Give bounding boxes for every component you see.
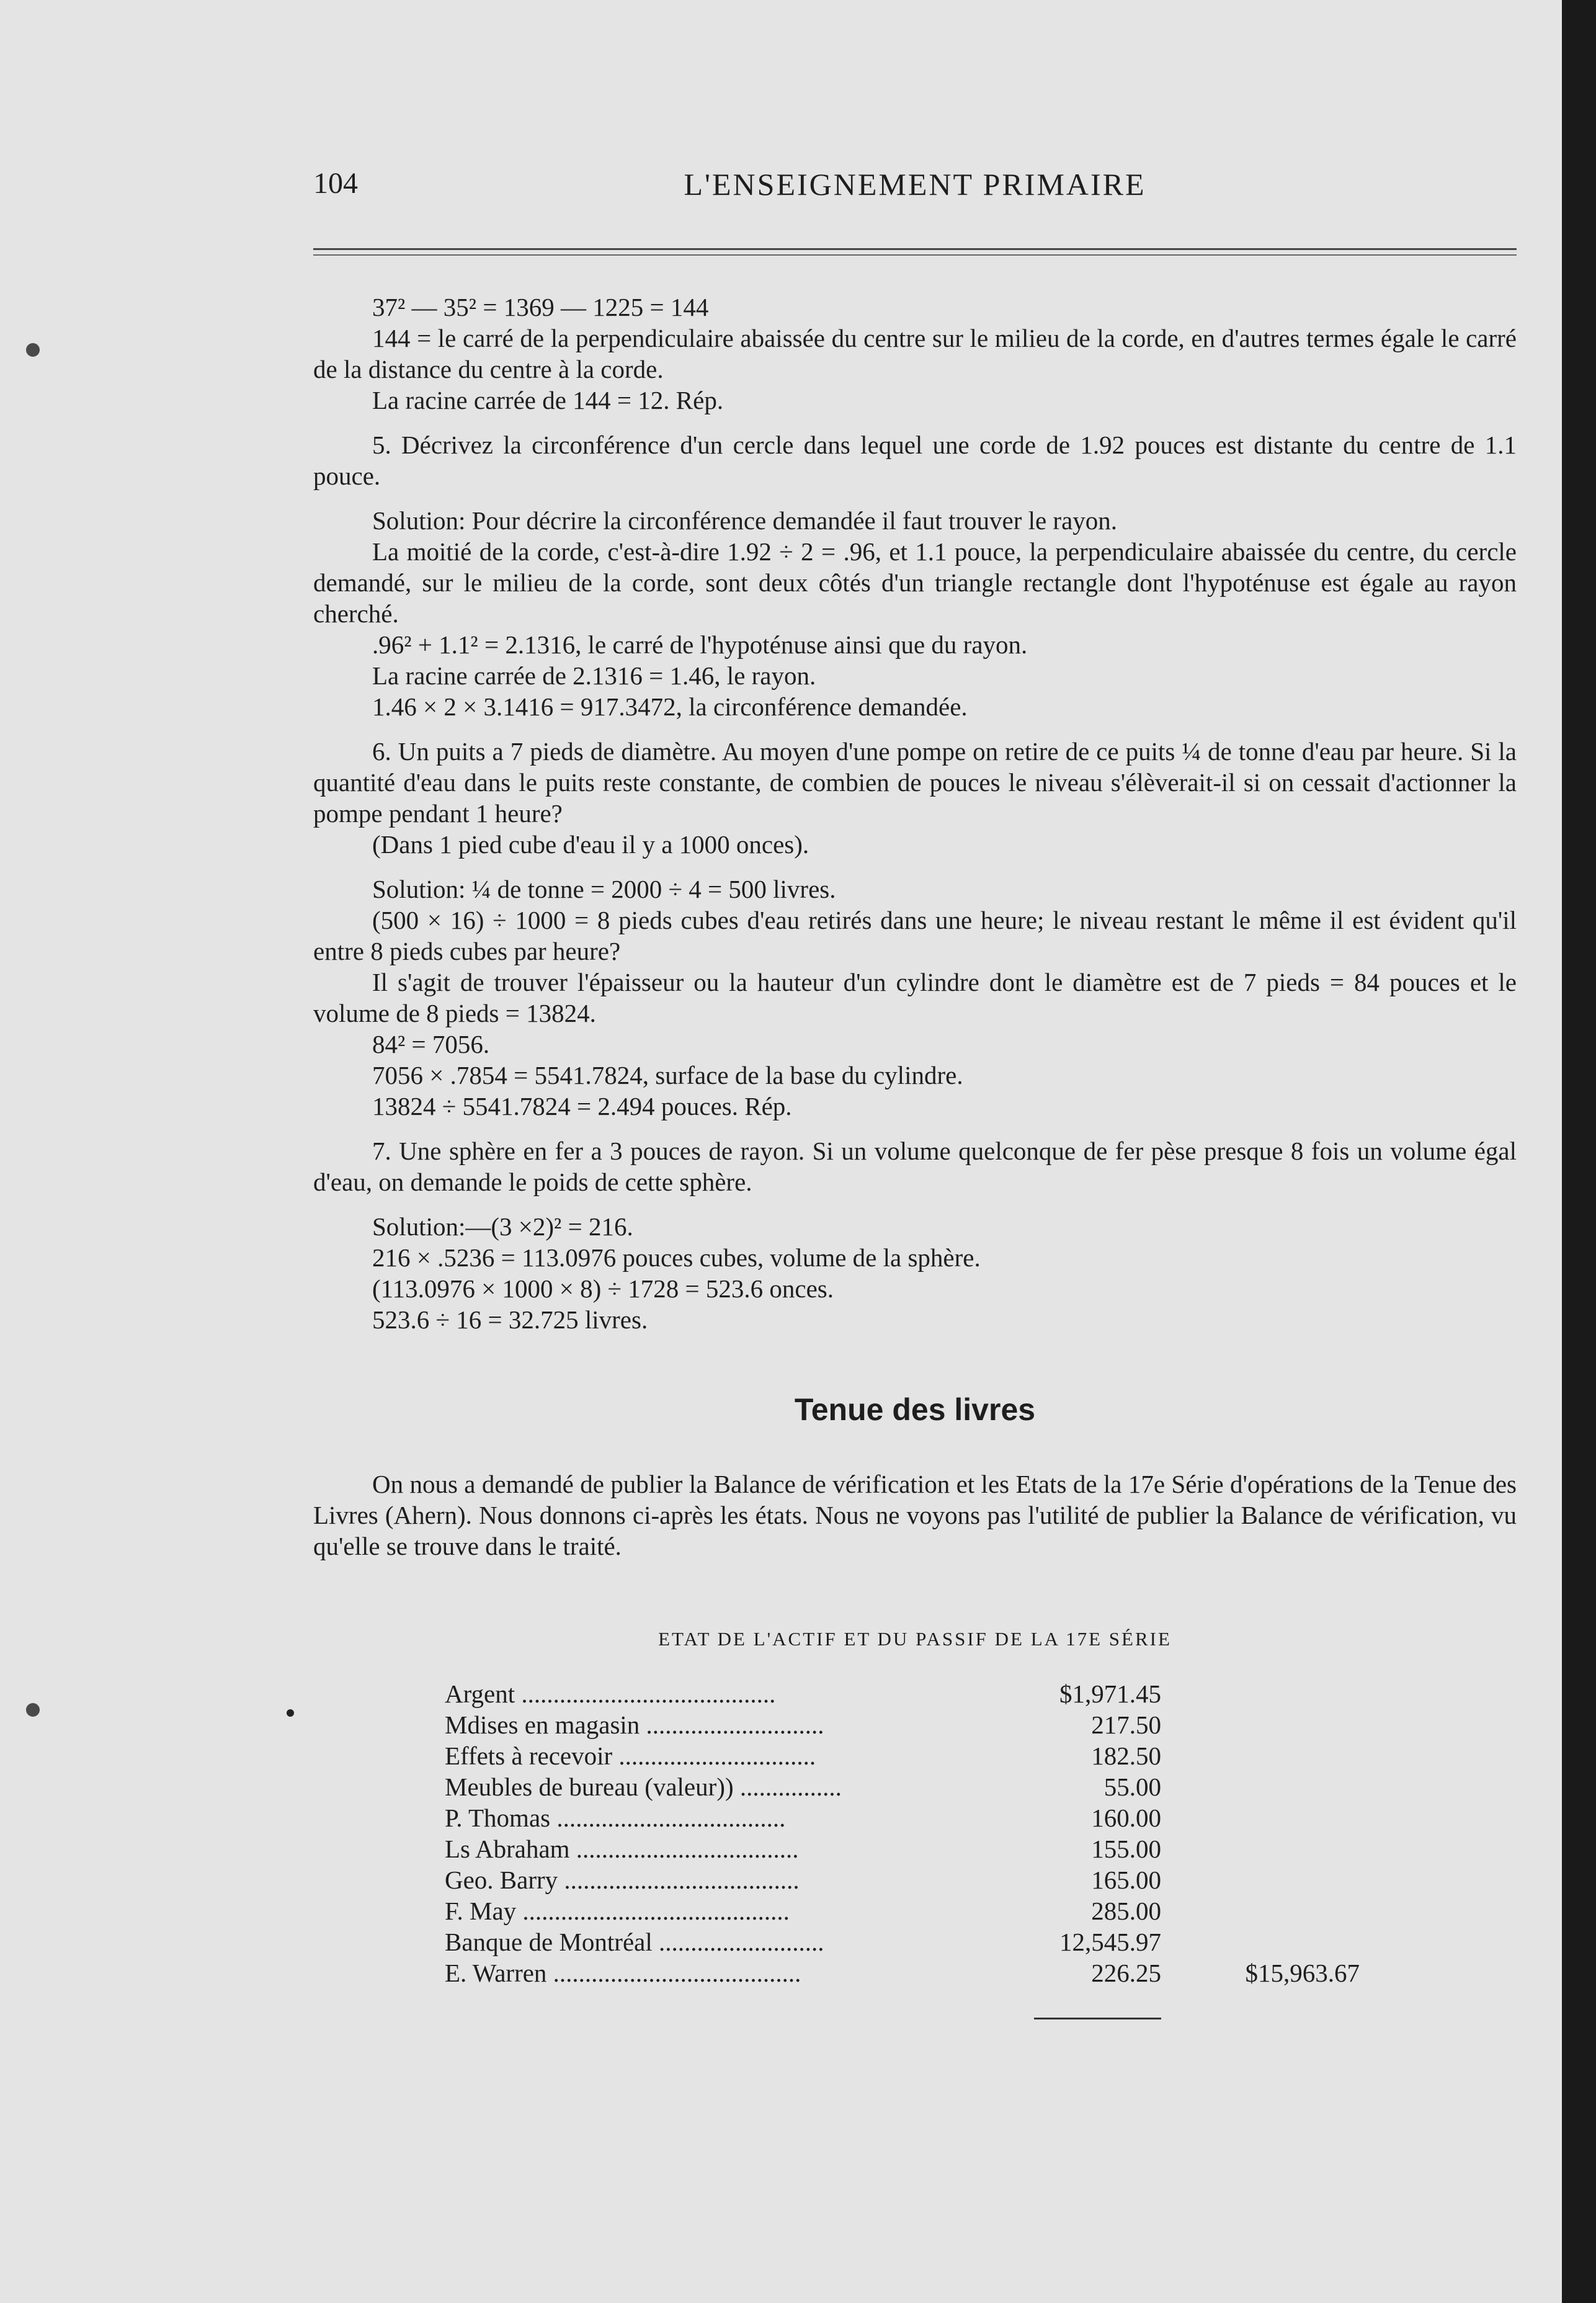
ledger-label: Argent ........................................ (445, 1679, 776, 1708)
total-rule-row (445, 1988, 1360, 2019)
text-line: Solution:—(3 ×2)² = 216. (372, 1212, 633, 1241)
margin-mark (287, 1709, 294, 1717)
punch-hole (26, 1703, 40, 1717)
text-line: 84² = 7056. (372, 1030, 490, 1058)
text-line: 144 = le carré de la perpendiculaire abaissée du centre sur le milieu de la corde, en d'autres termes égale le carré de la distance du centre à la corde. (313, 324, 1517, 383)
ledger-total: $15,963.67 (1245, 1959, 1360, 1987)
balance-table (445, 1678, 1360, 2019)
ledger-label: Banque de Montréal .......................... (445, 1928, 824, 1956)
ledger-amount: 155.00 (1091, 1835, 1161, 1863)
table-row (445, 1957, 1360, 1988)
table-row (445, 1740, 1360, 1771)
ledger-amount: 165.00 (1091, 1866, 1161, 1894)
text-line: La moitié de la corde, c'est-à-dire 1.92 ÷ 2 = .96, et 1.1 pouce, la perpendiculaire abaissée du centre, du cercle demandé, sur le milieu de la corde, sont deux côtés d'un triangle rectangle dont l'hypoténuse est égale au rayon cherché. (313, 537, 1517, 628)
ledger-total (1161, 1740, 1360, 1771)
header-rule (313, 248, 1517, 250)
ledger-amount: 160.00 (1091, 1804, 1161, 1832)
text-line: 5. Décrivez la circonférence d'un cercle dans lequel une corde de 1.92 pouces est distante du centre de 1.1 pouce. (313, 431, 1517, 490)
text-line: Solution: ¼ de tonne = 2000 ÷ 4 = 500 livres. (372, 875, 836, 903)
text-line: La racine carrée de 2.1316 = 1.46, le rayon. (372, 661, 816, 690)
page-number: 104 (313, 167, 358, 200)
ledger-label: P. Thomas .................................... (445, 1804, 786, 1832)
table-row (445, 1802, 1360, 1833)
ledger-amount: 182.50 (1091, 1742, 1161, 1770)
text-line: 1.46 × 2 × 3.1416 = 917.3472, la circonférence demandée. (372, 692, 968, 721)
text-line: (113.0976 × 1000 × 8) ÷ 1728 = 523.6 onces. (372, 1274, 834, 1303)
text-block (313, 292, 1517, 1655)
ledger-total (1161, 1864, 1360, 1895)
scan-edge (1562, 0, 1596, 2303)
page-header (313, 166, 1517, 222)
text-line: Il s'agit de trouver l'épaisseur ou la hauteur d'un cylindre dont le diamètre est de 7 pieds = 84 pouces et le volume de 8 pieds = 13824. (313, 968, 1517, 1027)
table-row (445, 1771, 1360, 1802)
ledger-total (1161, 1833, 1360, 1864)
ledger-label: Ls Abraham ................................... (445, 1835, 799, 1863)
text-line: On nous a demandé de publier la Balance de vérification et les Etats de la 17e Série d'opérations de la Tenue des Livres (Ahern). Nous donnons ci-après les états. Nous ne voyons pas l'utilité de publier la Balance de vérification, vu qu'elle se trouve dans le traité. (313, 1470, 1517, 1560)
table-row (445, 1926, 1360, 1957)
punch-hole (26, 343, 40, 357)
ledger-amount: 285.00 (1091, 1897, 1161, 1925)
total-rule (1034, 2018, 1161, 2019)
ledger-label: F. May .......................................... (445, 1897, 790, 1925)
ledger-total (1161, 1895, 1360, 1926)
ledger-label: Geo. Barry ..................................... (445, 1866, 800, 1894)
text-line: (Dans 1 pied cube d'eau il y a 1000 onces). (372, 830, 809, 859)
ledger-label: E. Warren ....................................... (445, 1959, 801, 1987)
text-line: .96² + 1.1² = 2.1316, le carré de l'hypoténuse ainsi que du rayon. (372, 630, 1028, 659)
text-line: 523.6 ÷ 16 = 32.725 livres. (372, 1305, 648, 1334)
text-line: Solution: Pour décrire la circonférence demandée il faut trouver le rayon. (372, 506, 1118, 535)
ledger-amount: 12,545.97 (1059, 1928, 1161, 1956)
ledger-amount: 217.50 (1091, 1710, 1161, 1739)
table-row (445, 1678, 1360, 1709)
text-line: La racine carrée de 144 = 12. Rép. (372, 386, 724, 414)
ledger-total (1161, 1771, 1360, 1802)
table-title: ETAT DE L'ACTIF ET DU PASSIF DE LA 17E SÉRIE (658, 1628, 1172, 1650)
ledger-total (1161, 1926, 1360, 1957)
ledger-total (1161, 1802, 1360, 1833)
text-line: 216 × .5236 = 113.0976 pouces cubes, volume de la sphère. (372, 1243, 981, 1272)
table-row (445, 1709, 1360, 1740)
text-line: 7056 × .7854 = 5541.7824, surface de la base du cylindre. (372, 1061, 963, 1089)
table-row (445, 1864, 1360, 1895)
ledger-amount: $1,971.45 (1059, 1679, 1161, 1708)
running-title: L'ENSEIGNEMENT PRIMAIRE (684, 167, 1146, 202)
table-row (445, 1895, 1360, 1926)
text-line: 37² — 35² = 1369 — 1225 = 144 (372, 293, 709, 321)
ledger-total (1161, 1678, 1360, 1709)
ledger-label: Effets à recevoir ............................... (445, 1742, 816, 1770)
text-line: 7. Une sphère en fer a 3 pouces de rayon. Si un volume quelconque de fer pèse presque 8 fois un volume égal d'eau, on demande le poids de cette sphère. (313, 1137, 1517, 1196)
table-row (445, 1833, 1360, 1864)
section-heading: Tenue des livres (794, 1392, 1036, 1427)
page-body (313, 292, 1517, 2019)
header-rule (313, 254, 1517, 256)
ledger-total (1161, 1709, 1360, 1740)
ledger-amount: 55.00 (1103, 1773, 1161, 1801)
text-line: 13824 ÷ 5541.7824 = 2.494 pouces. Rép. (372, 1092, 792, 1120)
ledger-label: Mdises en magasin ............................ (445, 1710, 824, 1739)
text-line: (500 × 16) ÷ 1000 = 8 pieds cubes d'eau retirés dans une heure; le niveau restant le même il est évident qu'il entre 8 pieds cubes par heure? (313, 906, 1517, 965)
ledger-label: Meubles de bureau (valeur)) ................ (445, 1773, 842, 1801)
text-line: 6. Un puits a 7 pieds de diamètre. Au moyen d'une pompe on retire de ce puits ¼ de tonne d'eau par heure. Si la quantité d'eau dans le puits reste constante, de combien de pouces le niveau s'élèverait-il si on cessait d'actionner la pompe pendant 1 heure? (313, 737, 1517, 828)
ledger-amount: 226.25 (1091, 1959, 1161, 1987)
